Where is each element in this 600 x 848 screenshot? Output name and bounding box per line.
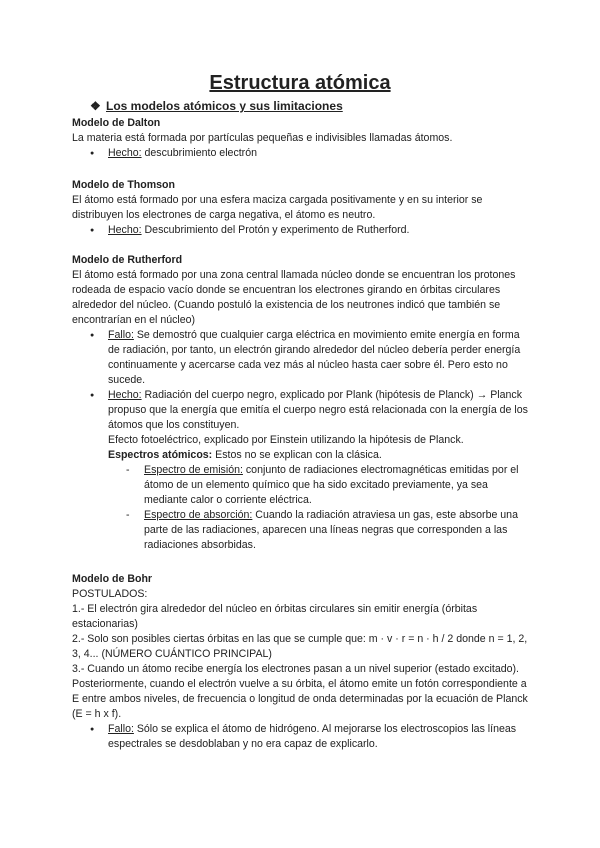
- dalton-hecho-item: [72, 146, 530, 161]
- espectro-emision-item: [72, 463, 530, 508]
- rutherford-heading: Modelo de Rutherford: [72, 254, 183, 266]
- fallo-label: Fallo:: [108, 723, 134, 735]
- dalton-section: [72, 116, 530, 161]
- efecto-fotoelectrico: Efecto fotoeléctrico, explicado por Einstein utilizando la hipótesis de Planck.: [108, 434, 464, 446]
- bohr-postulado-3: 3.- Cuando un átomo recibe energía los electrones pasan a un nivel superior (estado excitado). Posteriormente, cuando el electrón vuelve a su órbita, el átomo emite un fotón correspondiente a E entre ambos niveles, de frecuencia o longitud de onda determinadas por la ecuación de Planck (E = h x f).: [72, 663, 528, 720]
- rutherford-text: El átomo está formado por una zona central llamada núcleo donde se encuentran los protones rodeada de espacio vacío donde se encuentran los electrones girando en órbitas circulares alrededor del núcleo. (Cuando postuló la existencia de los neutrones indicó que también se encontrarían en el núcleo): [72, 269, 516, 326]
- emision-label: Espectro de emisión:: [144, 464, 243, 476]
- thomson-section: [72, 178, 530, 238]
- section-subtitle: [90, 99, 343, 113]
- thomson-heading: Modelo de Thomson: [72, 179, 175, 191]
- rutherford-fallo-item: [72, 328, 530, 388]
- fallo-text: Se demostró que cualquier carga eléctrica en movimiento emite energía en forma de radiación, por tanto, un electrón girando alrededor del núcleo debería perder energía continuamente y acercarse cada vez más al núcleo hasta caer sobre él. Pero esto no sucede.: [108, 329, 521, 386]
- hecho-label: Hecho:: [108, 224, 142, 236]
- thomson-hecho-item: [72, 223, 530, 238]
- rutherford-hecho-item: [72, 388, 530, 433]
- espectros-label: Espectros atómicos:: [108, 449, 213, 461]
- absorcion-label: Espectro de absorción:: [144, 509, 253, 521]
- espectros-atomicos: [72, 448, 530, 463]
- dalton-text: La materia está formada por partículas pequeñas e indivisibles llamadas átomos.: [72, 132, 453, 144]
- bohr-list: [72, 722, 530, 752]
- hecho-text: Radiación del cuerpo negro, explicado por Plank (hipótesis de Planck) → Planck propuso que la energía que emitía el cuerpo negro está relacionada con la energía de los átomos que los constituyen.: [108, 389, 528, 431]
- fallo-label: Fallo:: [108, 329, 134, 341]
- page-title: Estructura atómica: [209, 72, 391, 94]
- diamond-bullet-icon: ❖: [90, 99, 101, 113]
- thomson-text: El átomo está formado por una esfera maciza cargada positivamente y en su interior se distribuyen los electrones de carga negativa, el átomo es neutro.: [72, 194, 483, 221]
- espectros-list: [72, 463, 530, 553]
- hecho-text: descubrimiento electrón: [141, 147, 257, 159]
- bohr-postulado-2: 2.- Solo son posibles ciertas órbitas en las que se cumple que: m · v · r = n · h / 2 donde n = 1, 2, 3, 4... (NÚMERO CUÁNTICO PRINCIPAL): [72, 633, 528, 660]
- dalton-heading: Modelo de Dalton: [72, 117, 161, 129]
- bohr-postulado-1: 1.- El electrón gira alrededor del núcleo en órbitas circulares sin emitir energía (órbitas estacionarias): [72, 603, 478, 630]
- subtitle-text: Los modelos atómicos y sus limitaciones: [106, 99, 343, 113]
- bohr-heading: Modelo de Bohr: [72, 573, 153, 585]
- hecho-text: Descubrimiento del Protón y experimento de Rutherford.: [141, 224, 410, 236]
- dalton-list: [72, 146, 530, 161]
- bohr-section: [72, 572, 530, 752]
- emision-text: conjunto de radiaciones electromagnéticas emitidas por el átomo de un elemento químico que ha sido excitado previamente, ya sea mediante calor o corriente eléctrica.: [144, 464, 519, 506]
- espectro-absorcion-item: [72, 508, 530, 553]
- thomson-list: [72, 223, 530, 238]
- bohr-fallo-item: [72, 722, 530, 752]
- espectros-text: Estos no se explican con la clásica.: [212, 449, 382, 461]
- fallo-text: Sólo se explica el átomo de hidrógeno. Al mejorarse los electroscopios las líneas espectrales se desdoblaban y no era capaz de explicarlo.: [108, 723, 517, 750]
- bohr-postulados: POSTULADOS:: [72, 588, 148, 600]
- hecho-label: Hecho:: [108, 147, 142, 159]
- absorcion-text: Cuando la radiación atraviesa un gas, este absorbe una parte de las radiaciones, aparecen una líneas negras que corresponden a las radiaciones absorbidas.: [144, 509, 518, 551]
- hecho-label: Hecho:: [108, 389, 142, 401]
- rutherford-section: [72, 253, 530, 553]
- rutherford-list: [72, 328, 530, 433]
